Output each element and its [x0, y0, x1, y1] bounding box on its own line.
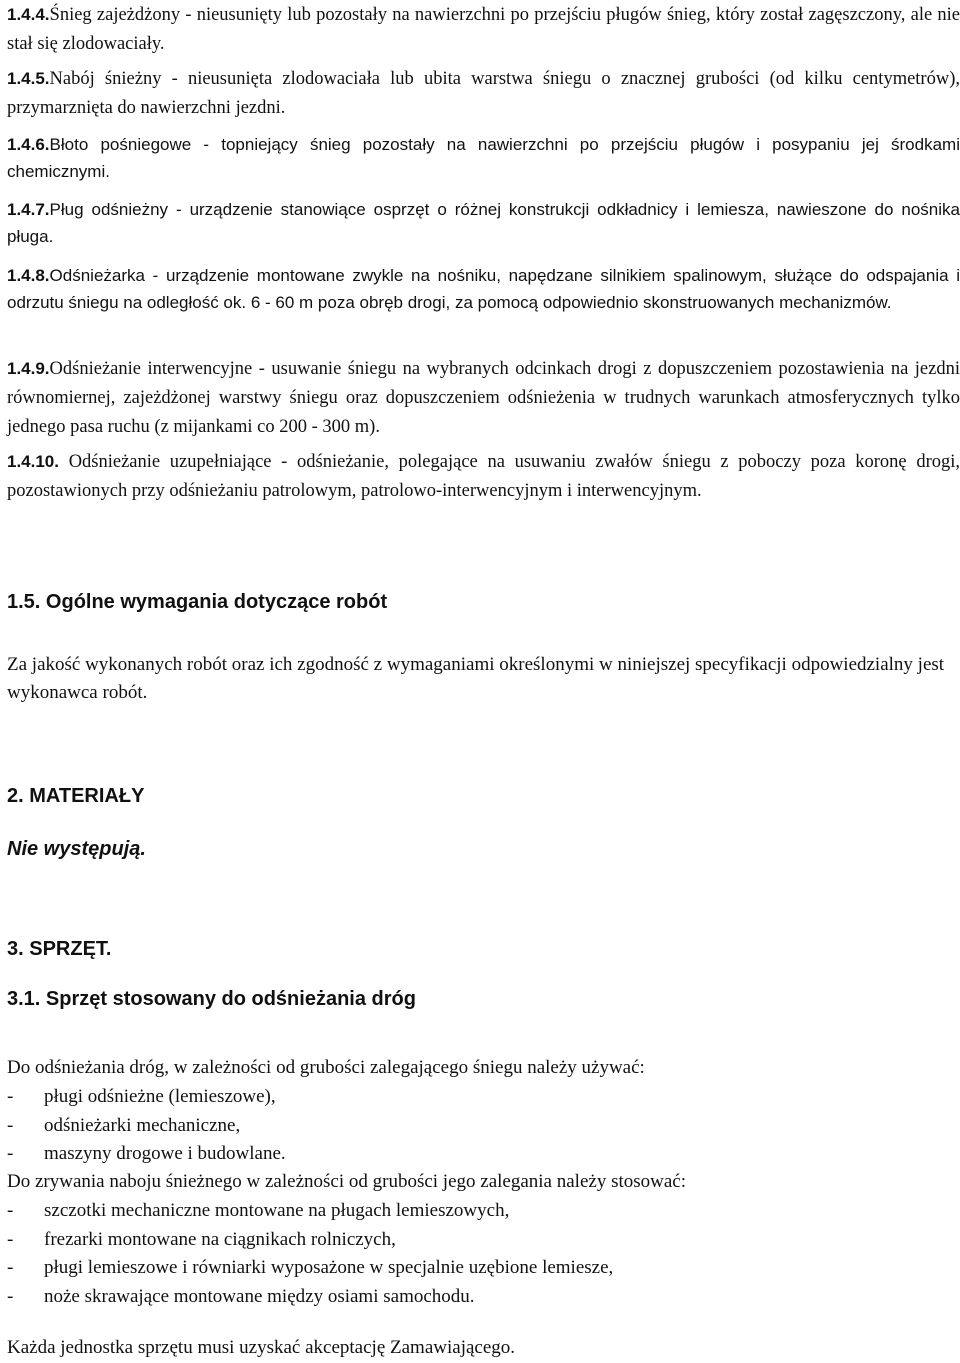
definition-1-4-4 — [7, 0, 960, 59]
list-item-text: pługi odśnieżne (lemieszowe), — [44, 1086, 276, 1107]
list-item — [7, 1197, 613, 1226]
definition-1-4-7 — [7, 196, 960, 250]
section-1-5-text: Za jakość wykonanych robót oraz ich zgodność z wymaganiami określonymi w niniejszej specyfikacji odpowiedzialny jest wykonawca robót. — [7, 654, 945, 703]
definition-number: 1.4.9. — [7, 359, 50, 378]
definition-text: Błoto pośniegowe - topniejący śnieg pozostały na nawierzchni po przejściu pługów i posypaniu jej środkami chemicznymi. — [7, 135, 960, 181]
definition-1-4-10 — [7, 447, 960, 506]
definition-text: Odśnieżanie uzupełniające - odśnieżanie, polegające na usuwaniu zwałów śniegu z poboczy poza koronę drogi, pozostawionych przy odśnieżaniu patrolowym, patrolowo-interwencyjnym i interwencyjnym. — [7, 452, 960, 501]
list-item-text: noże skrawające montowane między osiami samochodu. — [44, 1285, 475, 1307]
list-item — [7, 1140, 286, 1169]
equipment-intro-1: Do odśnieżania dróg, w zależności od grubości zalegającego śniegu należy używać: — [7, 1057, 645, 1078]
definition-1-4-5 — [7, 64, 960, 123]
definition-1-4-8 — [7, 262, 960, 316]
definition-1-4-6 — [7, 131, 960, 185]
list-dash: - — [7, 1200, 14, 1221]
definition-number: 1.4.4. — [7, 5, 50, 24]
list-item-text: frezarki montowane na ciągnikach rolniczych, — [44, 1228, 396, 1250]
list-item — [7, 1226, 613, 1255]
list-item — [7, 1112, 286, 1141]
definition-text: Odśnieżarka - urządzenie montowane zwykle na nośniku, napędzane silnikiem spalinowym, służące do odspajania i odrzutu śniegu na odległość ok. 6 - 60 m poza obręb drogi, za pomocą odpowiednio skonstruowanych mechanizmów. — [7, 266, 960, 312]
list-dash: - — [7, 1114, 14, 1136]
definition-text: Śnieg zajeżdżony - nieusunięty lub pozostały na nawierzchni po przejściu pługów śnieg, który został zagęszczony, ale nie stał się zlodowaciały. — [7, 5, 960, 54]
equipment-list-1 — [7, 1083, 286, 1169]
definition-number: 1.4.6. — [7, 135, 50, 154]
definition-number: 1.4.5. — [7, 69, 50, 88]
closing-text: Każda jednostka sprzętu musi uzyskać akceptację Zamawiającego. — [7, 1337, 516, 1358]
list-dash: - — [7, 1285, 14, 1307]
list-dash: - — [7, 1086, 14, 1107]
equipment-list-2 — [7, 1197, 613, 1311]
definition-text: Nabój śnieżny - nieusunięta zlodowaciała lub ubita warstwa śniegu o znacznej grubości (od kilku centymetrów), przymarznięta do nawierzchni jezdni. — [7, 69, 960, 118]
list-item-text: maszyny drogowe i budowlane. — [44, 1143, 286, 1164]
list-item-text: odśnieżarki mechaniczne, — [44, 1114, 241, 1136]
section-2-subheading: Nie występują. — [7, 838, 146, 860]
definition-text: Odśnieżanie interwencyjne - usuwanie śniegu na wybranych odcinkach drogi z dopuszczeniem pozostawienia na jezdni równomiernej, zajeżdżonej warstwy śniegu oraz dopuszczeniem odśnieżenia w trudnych warunkach atmosferycznych tylko jednego pasa ruchu (z mijankami co 200 - 300 m). — [7, 359, 960, 437]
list-item-text: szczotki mechaniczne montowane na pługach lemieszowych, — [44, 1200, 510, 1221]
definition-number: 1.4.10. — [7, 452, 59, 471]
list-item — [7, 1254, 613, 1283]
list-item-text: pługi lemieszowe i równiarki wyposażone w specjalnie uzębione lemiesze, — [44, 1257, 614, 1278]
section-heading-3-1: 3.1. Sprzęt stosowany do odśnieżania dróg — [7, 988, 416, 1010]
section-heading-1-5: 1.5. Ogólne wymagania dotyczące robót — [7, 591, 388, 613]
section-heading-2: 2. MATERIAŁY — [7, 785, 145, 807]
list-item — [7, 1283, 613, 1312]
list-dash: - — [7, 1143, 14, 1164]
list-dash: - — [7, 1257, 14, 1278]
definition-number: 1.4.7. — [7, 200, 50, 219]
list-item — [7, 1083, 286, 1112]
definition-text: Pług odśnieżny - urządzenie stanowiące osprzęt o różnej konstrukcji odkładnicy i lemiesza, nawieszone do nośnika pługa. — [7, 200, 960, 246]
definition-number: 1.4.8. — [7, 266, 50, 285]
list-dash: - — [7, 1228, 14, 1250]
section-heading-3: 3. SPRZĘT. — [7, 938, 112, 960]
equipment-intro-2: Do zrywania naboju śnieżnego w zależności od grubości jego zalegania należy stosować: — [7, 1171, 686, 1192]
definition-1-4-9 — [7, 354, 960, 442]
